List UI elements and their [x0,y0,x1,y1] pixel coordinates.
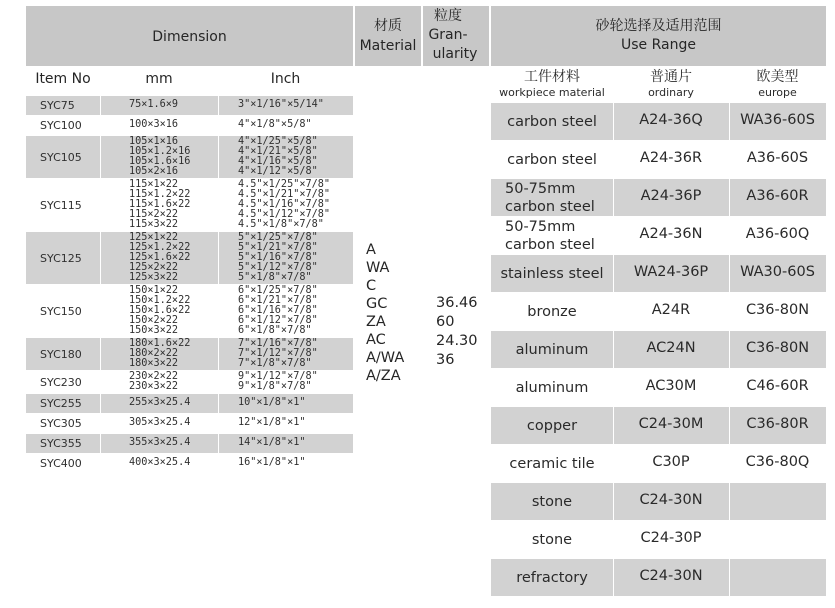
workpiece-material: 50-75mm carbon steel [505,219,595,253]
material-item: A/WA [366,350,405,366]
material-item: WA [366,260,390,276]
item-number: SYC230 [40,375,82,389]
header-material-cn: 材质 [374,18,402,34]
inch-size: 4.5"×1/21"×7/8" [238,189,331,200]
ordinary-grade: A24-36R [639,150,703,166]
column-divider [613,103,614,596]
granularity-item: 36.46 [436,295,478,311]
inch-size: 4"×1/25"×5/8" [238,136,318,147]
inch-size: 4.5"×1/16"×7/8" [238,199,331,210]
col-header-mm: mm [145,71,173,87]
europe-grade: C36-80N [745,340,810,356]
ordinary-grade: C24-30N [639,492,703,508]
inch-size: 4"×1/8"×5/8" [238,119,312,130]
mm-size: 105×1.6×16 [129,156,191,167]
inch-size: 9"×1/12"×7/8" [238,371,318,382]
ordinary-grade: AC24N [646,340,696,356]
item-number: SYC150 [40,304,82,318]
inch-size: 5"×1/21"×7/8" [238,242,318,253]
inch-size: 6"×1/16"×7/8" [238,305,318,316]
inch-size: 6"×1/25"×7/8" [238,285,318,296]
ur-header-europe [729,68,826,99]
inch-size: 10"×1/8"×1" [238,397,306,408]
inch-size: 6"×1/8"×7/8" [238,325,312,336]
inch-size: 5"×1/12"×7/8" [238,262,318,273]
inch-size: 7"×1/12"×7/8" [238,348,318,359]
item-number: SYC180 [40,347,82,361]
mm-size: 180×1.6×22 [129,338,191,349]
material-item: GC [366,296,388,312]
europe-grade: C36-80R [746,416,809,432]
item-number: SYC115 [40,198,82,212]
mm-size: 125×1×22 [129,232,179,243]
europe-grade: A36-60R [746,188,809,204]
europe-grade: C46-60R [746,378,809,394]
mm-size: 180×2×22 [129,348,179,359]
ur-header-workpiece-en: workpiece material [499,86,605,99]
material-item: C [366,278,377,294]
inch-size: 5"×1/16"×7/8" [238,252,318,263]
material-item: A [366,242,376,258]
ordinary-grade: A24R [651,302,691,318]
mm-size: 105×2×16 [129,166,179,177]
mm-size: 400×3×25.4 [129,457,191,468]
item-number: SYC75 [40,99,75,112]
mm-size: 105×1×16 [129,136,179,147]
mm-size: 355×3×25.4 [129,437,191,448]
mm-size: 150×1.6×22 [129,305,191,316]
inch-size: 4.5"×1/12"×7/8" [238,209,331,220]
mm-size: 75×1.6×9 [129,99,179,110]
mm-size: 305×3×25.4 [129,417,191,428]
ordinary-grade: A24-36P [640,188,702,204]
item-number: SYC125 [40,251,82,265]
inch-size: 4.5"×1/25"×7/8" [238,179,331,190]
ur-header-ordinary-en: ordinary [648,86,694,99]
inch-size: 5"×1/8"×7/8" [238,272,312,283]
header-material-cell [355,6,421,66]
mm-size: 255×3×25.4 [129,397,191,408]
inch-size: 6"×1/21"×7/8" [238,295,318,306]
mm-size: 150×3×22 [129,325,179,336]
mm-size: 115×1.2×22 [129,189,191,200]
inch-size: 6"×1/12"×7/8" [238,315,318,326]
col-header-item: Item No [35,71,91,87]
mm-size: 100×3×16 [129,119,179,130]
europe-grade: WA30-60S [740,264,815,280]
header-material-en: Material [359,38,417,54]
mm-size: 125×1.2×22 [129,242,191,253]
item-number: SYC400 [40,457,82,470]
header-use-range-cn: 砂轮选择及适用范围 [595,18,722,34]
material-item: A/ZA [366,368,401,384]
workpiece-material: refractory [516,570,588,586]
europe-grade: C36-80N [745,302,810,318]
material-list [366,241,404,385]
inch-size: 4"×1/21"×5/8" [238,146,318,157]
workpiece-material: aluminum [515,380,589,396]
header-granularity-en1: Gran- [428,27,468,43]
item-number: SYC255 [40,397,82,410]
ordinary-grade: C24-30N [639,568,703,584]
workpiece-material: stainless steel [500,266,604,282]
inch-size: 12"×1/8"×1" [238,417,306,428]
inch-size: 5"×1/25"×7/8" [238,232,318,243]
inch-size: 9"×1/8"×7/8" [238,381,312,392]
inch-size: 4.5"×1/8"×7/8" [238,219,324,230]
inch-size: 7"×1/8"×7/8" [238,358,312,369]
header-use-range-cell [491,6,826,66]
header-dimension: Dimension [152,29,227,45]
mm-size: 105×1.2×16 [129,146,191,157]
ordinary-grade: C24-30P [640,530,702,546]
ur-header-ordinary-cn: 普通片 [650,69,692,85]
inch-size: 7"×1/16"×7/8" [238,338,318,349]
header-use-range-en: Use Range [621,37,696,53]
item-number: SYC100 [40,119,82,132]
material-item: AC [366,332,386,348]
mm-size: 150×1.2×22 [129,295,191,306]
material-item: ZA [366,314,386,330]
workpiece-material: stone [531,494,573,510]
inch-size: 16"×1/8"×1" [238,457,306,468]
mm-size: 115×1×22 [129,179,179,190]
workpiece-material: 50-75mm carbon steel [505,181,595,215]
europe-grade: C36-80Q [745,454,810,470]
mm-size: 230×3×22 [129,381,179,392]
europe-grade: A36-60S [746,150,809,166]
granularity-list [436,294,478,370]
granularity-item: 60 [436,314,455,330]
ordinary-grade: C24-30M [638,416,704,432]
inch-size: 14"×1/8"×1" [238,437,306,448]
europe-grade: WA36-60S [740,112,815,128]
mm-size: 115×3×22 [129,219,179,230]
item-number: SYC305 [40,417,82,430]
granularity-item: 24.30 [436,333,478,349]
workpiece-material: ceramic tile [509,456,595,472]
workpiece-material: stone [531,532,573,548]
ur-header-workpiece-cn: 工件材料 [524,69,580,85]
granularity-item: 36 [436,352,455,368]
col-header-inch: Inch [270,71,301,87]
column-divider [729,103,730,596]
mm-size: 115×1.6×22 [129,199,191,210]
workpiece-material: carbon steel [507,152,597,168]
column-divider [100,96,101,474]
ur-header-europe-en: europe [758,86,797,99]
mm-size: 115×2×22 [129,209,179,220]
mm-size: 150×1×22 [129,285,179,296]
workpiece-material: aluminum [515,342,589,358]
header-granularity-en2: ularity [432,46,478,62]
ordinary-grade: AC30M [645,378,697,394]
ur-header-europe-cn: 欧美型 [756,69,799,85]
workpiece-material: copper [526,418,578,434]
europe-grade: A36-60Q [745,226,810,242]
inch-size: 4"×1/12"×5/8" [238,166,318,177]
mm-size: 125×2×22 [129,262,179,273]
inch-size: 3"×1/16"×5/14" [238,99,324,110]
workpiece-material: bronze [527,304,577,320]
header-granularity-cn: 粒度 [434,8,462,24]
mm-size: 180×3×22 [129,358,179,369]
mm-size: 230×2×22 [129,371,179,382]
ur-header-ordinary [613,68,729,99]
ur-header-workpiece [491,68,613,99]
item-number: SYC355 [40,437,82,450]
ordinary-grade: C30P [652,454,690,470]
mm-size: 125×3×22 [129,272,179,283]
mm-size: 150×2×22 [129,315,179,326]
inch-size: 4"×1/16"×5/8" [238,156,318,167]
mm-size: 125×1.6×22 [129,252,191,263]
column-divider [218,96,219,474]
ordinary-grade: WA24-36P [633,264,709,280]
workpiece-material: carbon steel [507,114,597,130]
item-number: SYC105 [40,150,82,164]
ordinary-grade: A24-36N [639,226,703,242]
ordinary-grade: A24-36Q [639,112,703,128]
